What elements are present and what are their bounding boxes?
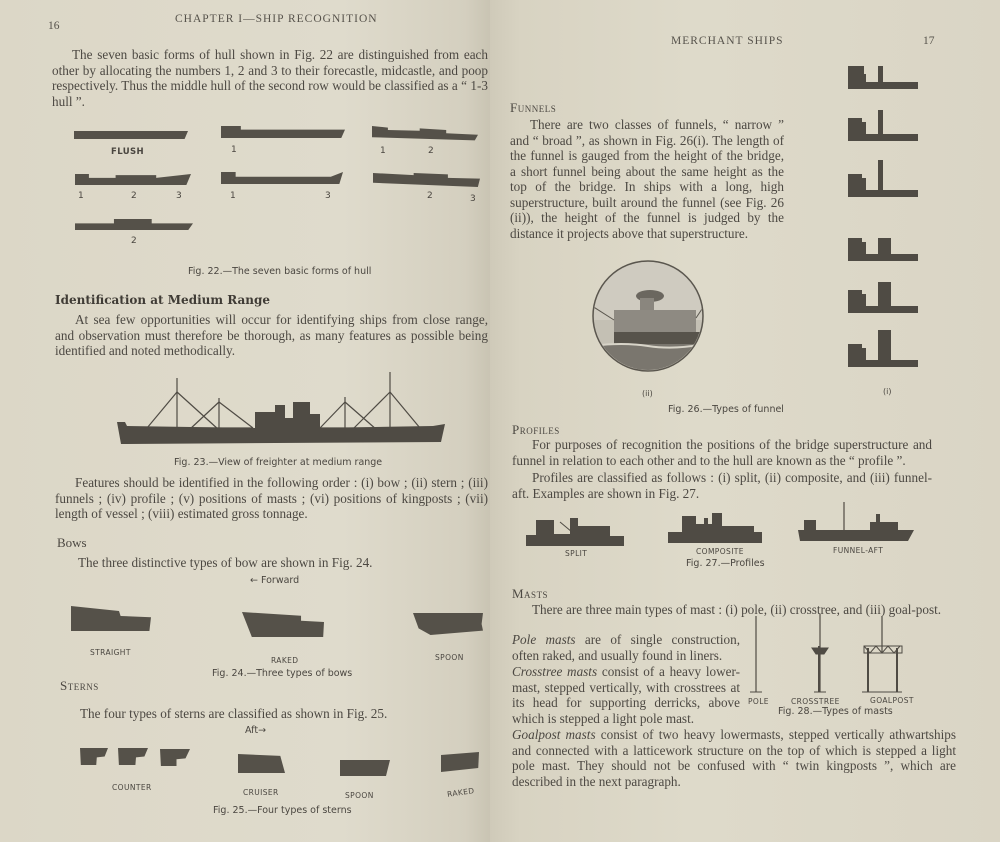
running-head: MERCHANT SHIPS xyxy=(671,35,784,47)
stern-label: RAKED xyxy=(446,786,475,799)
pole-masts-paragraph xyxy=(512,632,740,663)
page-number: 17 xyxy=(923,35,935,47)
funnel-types-icon xyxy=(846,60,921,390)
definition: consist of two heavy lowermasts, stepped vertically athwartships and connected with a latticework structure on the top of which is stepped a light pole mast. They should not be confused with “ twin kingposts ”, which are described in the next paragraph. xyxy=(512,727,956,789)
left-page xyxy=(0,0,490,842)
profile-label: SPLIT xyxy=(565,549,588,558)
hull-flush-icon xyxy=(74,131,188,139)
stern-counter-icon xyxy=(118,748,148,765)
term: Pole masts xyxy=(512,632,576,647)
figure-sublabel: (ii) xyxy=(642,389,653,398)
hull-label: 1 xyxy=(230,191,237,201)
running-head: CHAPTER I—SHIP RECOGNITION xyxy=(175,13,378,25)
stern-label: COUNTER xyxy=(112,783,152,792)
stern-raked-icon xyxy=(441,752,479,772)
term: Goalpost masts xyxy=(512,727,596,742)
direction-forward-label: ← Forward xyxy=(250,575,300,586)
hull-1-2-icon xyxy=(372,126,478,142)
figure-sublabel: (i) xyxy=(883,387,892,396)
page-number: 16 xyxy=(48,20,60,32)
figure-caption: Fig. 22.—The seven basic forms of hull xyxy=(188,266,372,277)
sterns-paragraph: The four types of sterns are classified as shown in Fig. 25. xyxy=(80,706,388,721)
hull-label: 2 xyxy=(131,191,138,201)
funnels-paragraph: There are two classes of funnels, “ narrow ” and “ broad ”, as shown in Fig. 26(i). The length of the funnel is gauged from the height of the bridge, a short funnel being about the same height as the top of the bridge. In ships with a long, high superstructure, built around the funnel (see Fig. 26 (ii)), the height of the funnel is judged by the distance it projects above that superstructure. xyxy=(510,117,784,241)
profiles-paragraph-2: Profiles are classified as follows : (i) split, (ii) composite, and (iii) funnel-aft. Examples are shown in Fig. 27. xyxy=(512,470,932,501)
hull-label: 3 xyxy=(325,191,332,201)
definition: consist of a heavy lower-mast, stepped vertically, with crosstrees at its head for supporting derricks, above which is stepped a light pole mast. xyxy=(512,664,740,726)
figure-caption: Fig. 25.—Four types of sterns xyxy=(213,805,352,816)
hull-label: 2 xyxy=(428,146,435,156)
section-heading: Bows xyxy=(57,535,87,550)
bows-paragraph: The three distinctive types of bow are shown in Fig. 24. xyxy=(78,555,373,570)
figure-caption: Fig. 23.—View of freighter at medium range xyxy=(174,457,383,468)
bow-straight-icon xyxy=(71,606,151,631)
intro-paragraph: The seven basic forms of hull shown in Fig. 22 are distinguished from each other by allocating the numbers 1, 2 and 3 to their forecastle, midcastle, and poop respectively. Thus the middle hull of the second row would be classified as a “ 1-3 hull ”. xyxy=(52,47,488,109)
crosstree-masts-paragraph xyxy=(512,664,740,726)
direction-aft-label: Aft→ xyxy=(245,725,267,736)
section-heading: Funnels xyxy=(510,100,557,115)
hull-1-2-3-icon xyxy=(75,174,191,185)
bow-label: RAKED xyxy=(271,656,299,665)
definition: are of single construction, often raked, and usually found in liners. xyxy=(512,632,740,663)
medium-range-paragraph: At sea few opportunities will occur for identifying ships from close range, and observation must therefore be thorough, as many features as possible being identified and noted methodically. xyxy=(55,312,488,358)
figure-caption: Fig. 27.—Profiles xyxy=(686,558,765,569)
bow-raked-icon xyxy=(242,612,324,637)
hull-label: 2 xyxy=(427,191,434,201)
right-page xyxy=(490,0,1000,842)
hull-1-icon xyxy=(221,126,345,138)
goalpost-masts-paragraph xyxy=(512,727,956,789)
hull-label: 3 xyxy=(470,194,477,204)
stern-counter-icon xyxy=(160,749,190,766)
freighter-illustration-icon xyxy=(115,370,450,448)
profile-composite-icon xyxy=(668,510,763,546)
profile-funnel-aft-icon xyxy=(798,500,916,544)
hull-label: 3 xyxy=(176,191,183,201)
stern-counter-icon xyxy=(80,748,108,765)
funnel-superstructure-illustration-icon xyxy=(592,260,704,372)
mast-label: CROSSTREE xyxy=(791,697,840,706)
figure-caption: Fig. 26.—Types of funnel xyxy=(668,404,784,415)
stern-cruiser-icon xyxy=(238,754,285,773)
section-heading: Profiles xyxy=(512,422,560,437)
mast-label: GOALPOST xyxy=(870,696,914,705)
section-heading: Identification at Medium Range xyxy=(55,293,271,307)
hull-label: FLUSH xyxy=(111,147,145,157)
masts-intro: There are three main types of mast : (i) pole, (ii) crosstree, and (iii) goal-post. xyxy=(532,602,942,617)
mast-label: POLE xyxy=(748,697,769,706)
profile-label: FUNNEL-AFT xyxy=(833,546,884,555)
profiles-paragraph-1: For purposes of recognition the positions of the bridge superstructure and funnel in relation to each other and to the hull are known as the “ profile ”. xyxy=(512,437,932,468)
features-paragraph: Features should be identified in the following order : (i) bow ; (ii) stern ; (iii) funnels ; (iv) profile ; (v) positions of masts ; (vi) positions of kingposts ; (vii) length of vessel ; (viii) estimated gross tonnage. xyxy=(55,475,488,521)
hull-2-icon xyxy=(75,219,193,230)
term: Crosstree masts xyxy=(512,664,598,679)
hull-label: 2 xyxy=(131,236,138,246)
stern-label: CRUISER xyxy=(243,788,279,797)
hull-label: 1 xyxy=(78,191,85,201)
hull-2-3-icon xyxy=(373,173,480,187)
hull-label: 1 xyxy=(380,146,387,156)
bow-label: STRAIGHT xyxy=(90,648,131,657)
hull-1-3-icon xyxy=(221,172,343,184)
bow-label: SPOON xyxy=(435,653,464,662)
figure-caption: Fig. 24.—Three types of bows xyxy=(212,668,353,679)
profile-split-icon xyxy=(526,510,626,548)
stern-spoon-icon xyxy=(340,760,390,776)
hull-label: 1 xyxy=(231,145,238,155)
stern-label: SPOON xyxy=(345,791,374,800)
section-heading: Sterns xyxy=(60,678,99,693)
bow-spoon-icon xyxy=(413,613,483,635)
mast-types-icon xyxy=(742,614,922,696)
profile-label: COMPOSITE xyxy=(696,547,744,556)
section-heading: Masts xyxy=(512,586,549,601)
figure-caption: Fig. 28.—Types of masts xyxy=(778,706,893,717)
